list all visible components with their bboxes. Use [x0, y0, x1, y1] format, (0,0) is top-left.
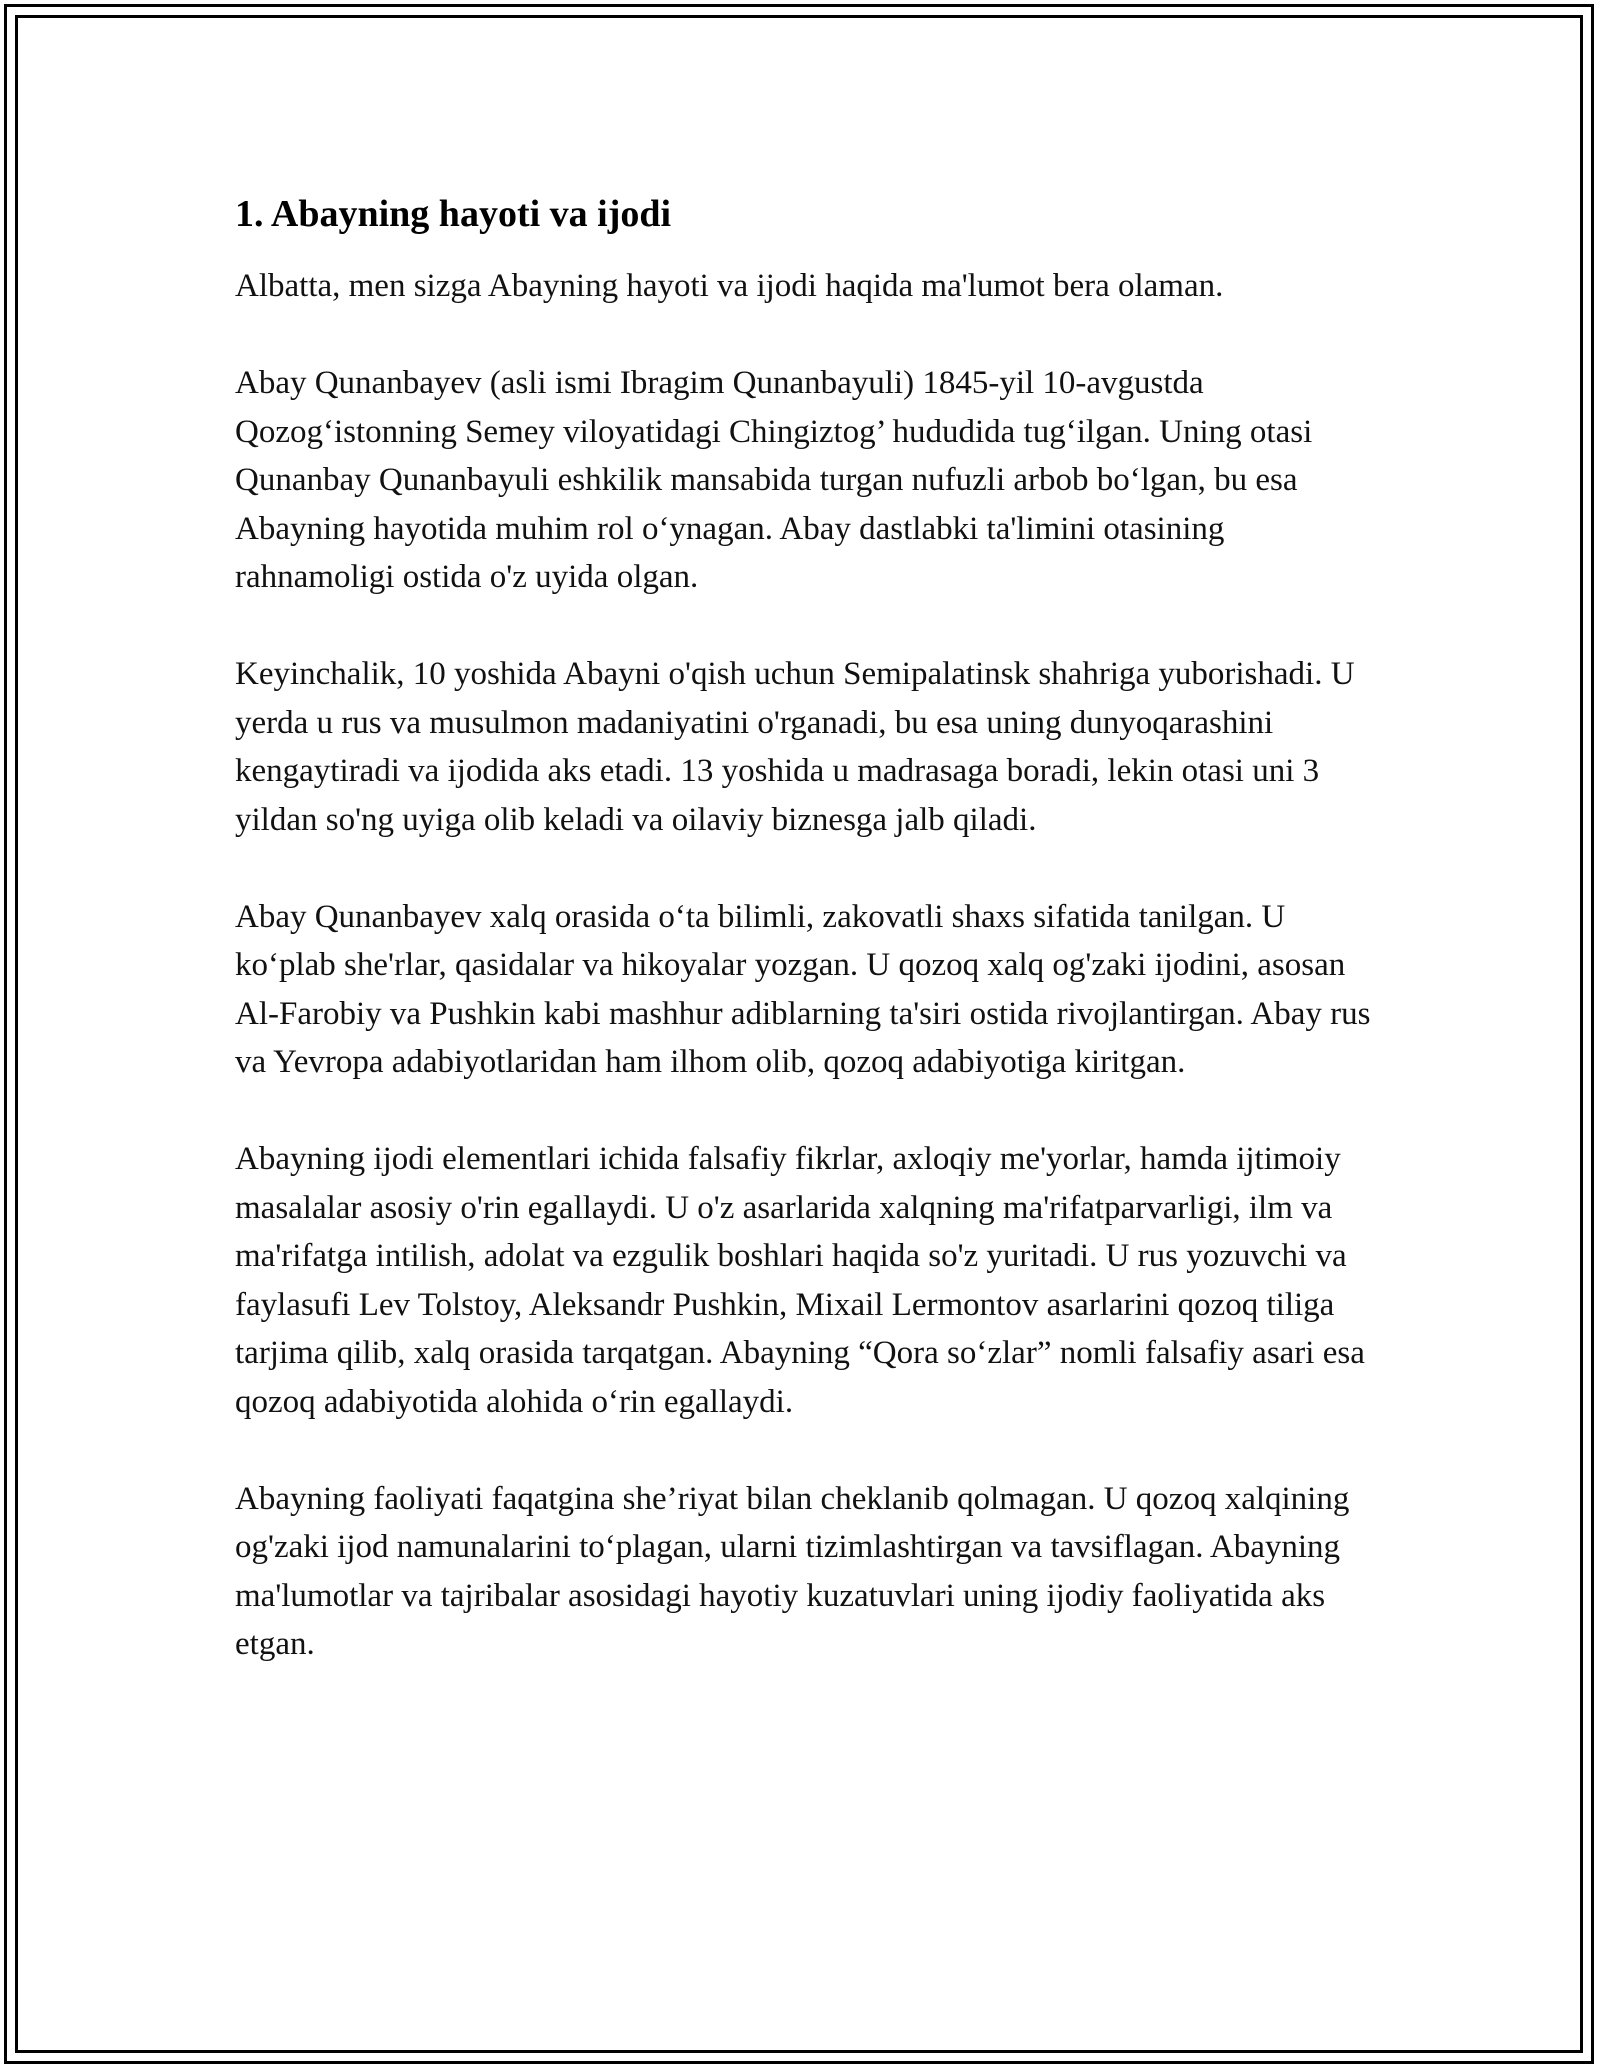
paragraph-education: Keyinchalik, 10 yoshida Abayni o'qish uchun Semipalatinsk shahriga yuborishadi. U yerda u rus va musulmon madaniyatini o'rganadi, bu esa uning dunyoqarashini kengaytiradi va ijodida aks etadi. 13 yoshida u madrasaga boradi, lekin otasi uni 3 yildan so'ng uyiga olib keladi va oilaviy biznesga jalb qiladi.: [235, 656, 1355, 838]
paragraph-themes: Abayning ijodi elementlari ichida falsafiy fikrlar, axloqiy me'yorlar, hamda ijtimoiy masalalar asosiy o'rin egallaydi. U o'z asarlarida xalqning ma'rifatparvarligi, ilm va ma'rifatga intilish, adolat va ezgulik boshlari haqida so'z yuritadi. U rus yozuvchi va faylasufi Lev Tolstoy, Aleksandr Pushkin, Mixail Lermontov asarlarini qozoq tiliga tarjima qilib, xalq orasida tarqatgan. Abayning “Qora so‘zlar” nomli falsafiy asari esa qozoq adabiyotida alohida o‘rin egallaydi.: [235, 1141, 1365, 1420]
paragraph-intro: Albatta, men sizga Abayning hayoti va ijodi haqida ma'lumot bera olaman.: [235, 268, 1224, 304]
paragraph-reputation: Abay Qunanbayev xalq orasida o‘ta bilimli, zakovatli shaxs sifatida tanilgan. U ko‘plab she'rlar, qasidalar va hikoyalar yozgan. U qozoq xalq og'zaki ijodini, asosan Al-Farobiy va Pushkin kabi mashhur adiblarning ta'siri ostida rivojlantirgan. Abay rus va Yevropa adabiyotlaridan ham ilhom olib, qozoq adabiyotiga kiritgan.: [235, 898, 1371, 1080]
document-title: 1. Abayning hayoti va ijodi: [235, 193, 672, 235]
paragraph-activity: Abayning faoliyati faqatgina she’riyat bilan cheklanib qolmagan. U qozoq xalqining og'zaki ijod namunalarini to‘plagan, ularni tizimlashtirgan va tavsiflagan. Abayning ma'lumotlar va tajribalar asosidagi hayotiy kuzatuvlari uning ijodiy faoliyatida aks etgan.: [235, 1480, 1350, 1662]
paragraph-birth: Abay Qunanbayev (asli ismi Ibragim Qunanbayuli) 1845-yil 10-avgustda Qozog‘istonning Semey viloyatidagi Chingiztog’ hududida tug‘ilgan. Uning otasi Qunanbay Qunanbayuli eshkilik mansabida turgan nufuzli arbob bo‘lgan, bu esa Abayning hayotida muhim rol o‘ynagan. Abay dastlabki ta'limini otasining rahnamoligi ostida o'z uyida olgan.: [235, 365, 1313, 595]
document-body: [235, 188, 1375, 1717]
